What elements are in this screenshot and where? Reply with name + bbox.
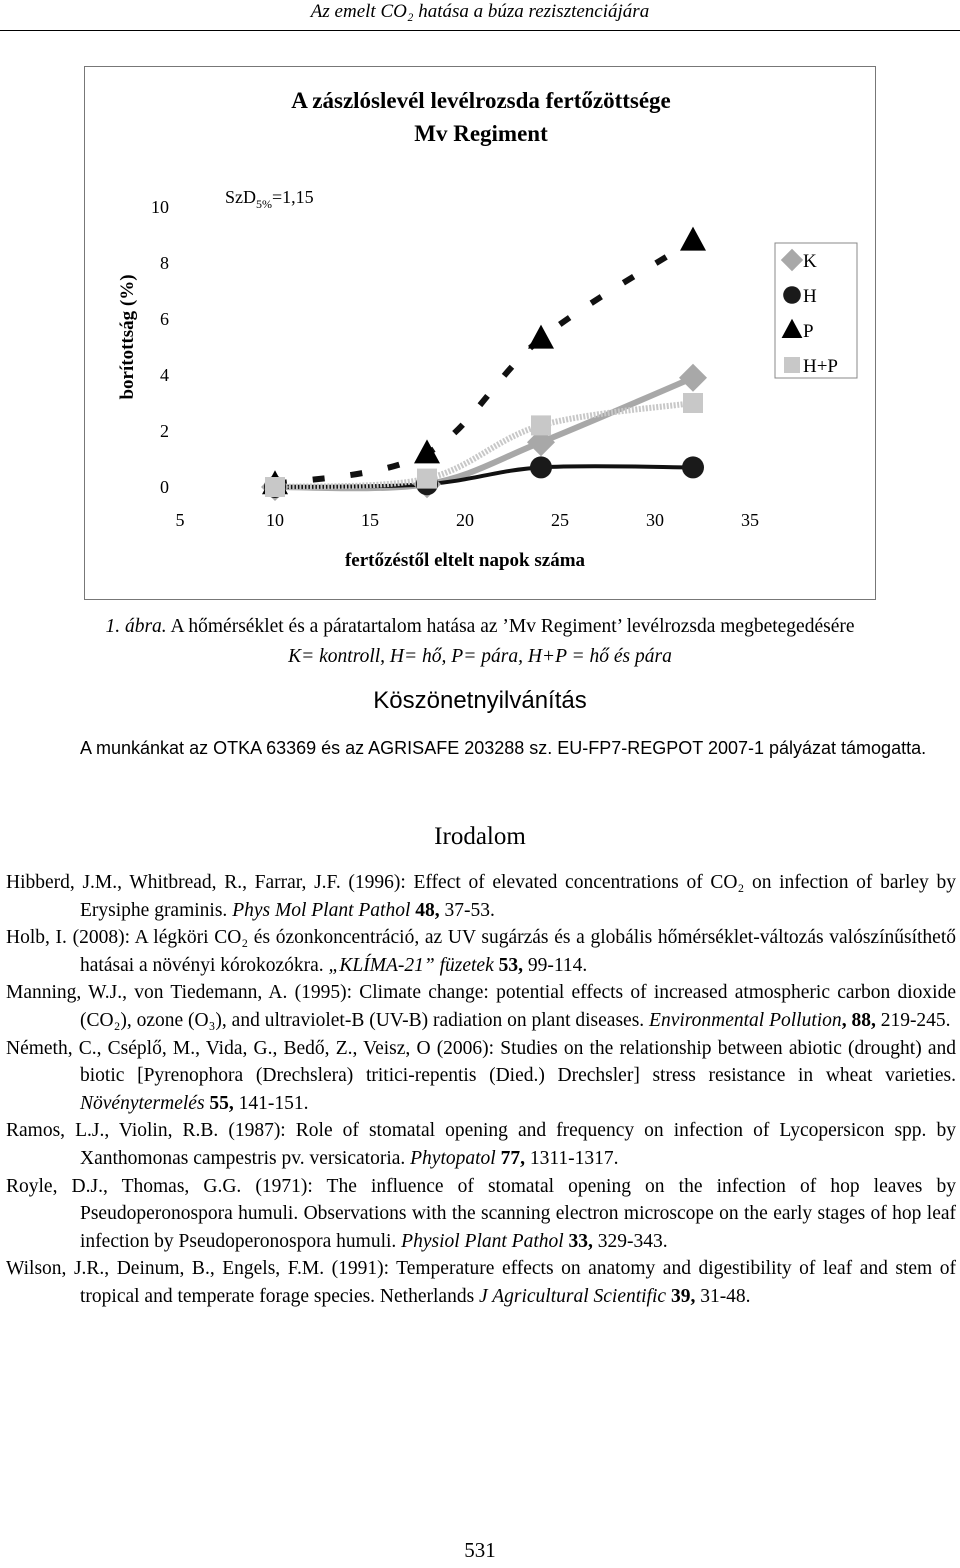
x-tick-label: 35 bbox=[741, 510, 759, 530]
data-point-hpp bbox=[531, 415, 551, 435]
reference-pages: 1311-1317. bbox=[524, 1147, 619, 1169]
data-point-h bbox=[530, 456, 552, 478]
reference-item bbox=[6, 924, 956, 979]
legend-label: H+P bbox=[803, 356, 839, 377]
x-tick-label: 25 bbox=[551, 510, 569, 530]
y-tick-label: 6 bbox=[160, 309, 169, 329]
data-point-hpp bbox=[265, 477, 285, 497]
y-tick-label: 0 bbox=[160, 477, 169, 497]
reference-volume: 48, bbox=[410, 899, 440, 921]
reference-pages: 31-48. bbox=[695, 1285, 751, 1307]
acknowledgement-heading: Köszönetnyilvánítás bbox=[373, 687, 587, 714]
x-tick-label: 15 bbox=[361, 510, 379, 530]
x-tick-label: 20 bbox=[456, 510, 474, 530]
reference-authors: Wilson, J.R., Deinum, B., Engels, F.M. (1991): Temperature effects on anatomy and digestibility of leaf and stem of tropical and temperate forage species. Netherlands bbox=[6, 1258, 956, 1307]
reference-journal: Növénytermelés bbox=[80, 1092, 205, 1114]
chart-figure bbox=[84, 66, 876, 600]
x-tick-label: 10 bbox=[266, 510, 284, 530]
reference-journal: „KLÍMA-21” füzetek bbox=[328, 954, 494, 976]
reference-authors: Royle, D.J., Thomas, G.G. (1971): The influence of stomatal opening on the infection of hop leaves by Pseudoperonospora humuli. Observations with the scanning electron microscope on the early stages of hop leaf infection by Pseudoperonospora humuli. bbox=[6, 1175, 956, 1252]
reference-journal: Physiol Plant Pathol bbox=[401, 1230, 564, 1252]
data-point-k bbox=[679, 364, 707, 392]
data-point-hpp bbox=[683, 393, 703, 413]
x-axis-label: fertőzéstől eltelt napok száma bbox=[344, 550, 586, 571]
reference-volume: , 88, bbox=[841, 1009, 876, 1031]
data-point-p bbox=[680, 227, 706, 251]
chart-svg bbox=[85, 67, 877, 601]
reference-item bbox=[6, 1255, 956, 1310]
reference-journal: Phys Mol Plant Pathol bbox=[232, 899, 411, 921]
caption-text: A hőmérséklet és a páratartalom hatása az ’Mv Regiment’ levélrozsda megbetegedésére bbox=[170, 616, 855, 637]
page-number: 531 bbox=[464, 1538, 496, 1562]
reference-volume: 39, bbox=[666, 1285, 696, 1307]
x-tick-label: 5 bbox=[175, 510, 185, 530]
chart-subtitle: Mv Regiment bbox=[414, 121, 548, 146]
y-tick-label: 10 bbox=[151, 197, 169, 217]
reference-volume: 77, bbox=[495, 1147, 525, 1169]
reference-item bbox=[6, 1173, 956, 1256]
caption-legend-line: K= kontroll, H= hő, P= pára, H+P = hő és pára bbox=[288, 646, 672, 667]
acknowledgement-text: A munkánkat az OTKA 63369 és az AGRISAFE 203288 sz. EU-FP7-REGPOT 2007-1 pályázat támogatta. bbox=[80, 738, 927, 758]
reference-journal: Phytopatol bbox=[410, 1147, 496, 1169]
reference-list bbox=[6, 869, 956, 1311]
reference-journal: J Agricultural Scientific bbox=[479, 1285, 667, 1307]
reference-pages: 99-114. bbox=[523, 954, 588, 976]
legend-label: K bbox=[803, 251, 817, 272]
reference-authors: Manning, W.J., von Tiedemann, A. (1995): Climate change: potential effects of increased atmospheric carbon dioxide (CO₂), ozone (O₃), and ultraviolet-B (UV-B) radiation on plant diseases. bbox=[6, 982, 956, 1031]
legend-marker-hpp bbox=[784, 357, 800, 373]
reference-authors: Ramos, L.J., Violin, R.B. (1987): Role of stomatal opening and frequency on infection of Lycopersicon spp. by Xanthomonas campestris pv. versicatoria. bbox=[6, 1120, 956, 1169]
y-tick-label: 2 bbox=[160, 421, 169, 441]
reference-item bbox=[6, 1035, 956, 1118]
reference-authors: Holb, I. (2008): A légköri CO₂ és ózonkoncentráció, az UV sugárzás és a globális hőmérséklet-változás valószínűsíthető hatásai a növényi kórokozókra. bbox=[6, 927, 956, 976]
reference-item bbox=[6, 1117, 956, 1172]
reference-item bbox=[6, 869, 956, 924]
data-point-p bbox=[414, 439, 440, 463]
reference-pages: 219-245. bbox=[875, 1009, 951, 1031]
data-point-p bbox=[528, 325, 554, 349]
series-line-k bbox=[275, 378, 693, 488]
reference-volume: 55, bbox=[204, 1092, 234, 1114]
chart-title: A zászlóslevél levélrozsda fertőzöttsége bbox=[291, 88, 671, 113]
lsd-annotation: SzD$_{5\%}$=1,15 bbox=[225, 187, 314, 211]
reference-item bbox=[6, 979, 956, 1034]
reference-authors: Németh, C., Cséplő, M., Vida, G., Bedő, Z., Veisz, O (2006): Studies on the relationship between abiotic (drought) and biotic [Pyrenophora (Drechslera) tritici-repentis (Died.) Drechsler] stress resistance in wheat varieties. bbox=[6, 1037, 956, 1087]
caption-label: 1. ábra. bbox=[105, 616, 167, 637]
legend-label: H bbox=[803, 286, 817, 307]
x-tick-label: 30 bbox=[646, 510, 664, 530]
reference-volume: 33, bbox=[563, 1230, 593, 1252]
series-line-p bbox=[275, 241, 693, 485]
figure-caption bbox=[20, 612, 940, 672]
y-axis-label: borítottság (%) bbox=[117, 274, 138, 400]
y-tick-label: 4 bbox=[160, 365, 169, 385]
data-point-h bbox=[682, 456, 704, 478]
reference-volume: 53, bbox=[493, 954, 523, 976]
reference-pages: 37-53. bbox=[439, 899, 495, 921]
reference-pages: 141-151. bbox=[233, 1092, 309, 1114]
reference-journal: Environmental Pollution bbox=[649, 1009, 842, 1031]
references-heading: Irodalom bbox=[434, 823, 526, 850]
y-tick-label: 8 bbox=[160, 253, 169, 273]
data-point-hpp bbox=[417, 469, 437, 489]
running-header: Az emelt CO₂ hatása a búza rezisztenciájára bbox=[0, 0, 960, 31]
reference-authors: Hibberd, J.M., Whitbread, R., Farrar, J.F. (1996): Effect of elevated concentrations of CO₂ on infection of barley by Erysiphe graminis. bbox=[6, 872, 956, 921]
reference-pages: 329-343. bbox=[592, 1230, 668, 1252]
legend-label: P bbox=[803, 321, 814, 342]
legend-marker-h bbox=[783, 286, 801, 304]
